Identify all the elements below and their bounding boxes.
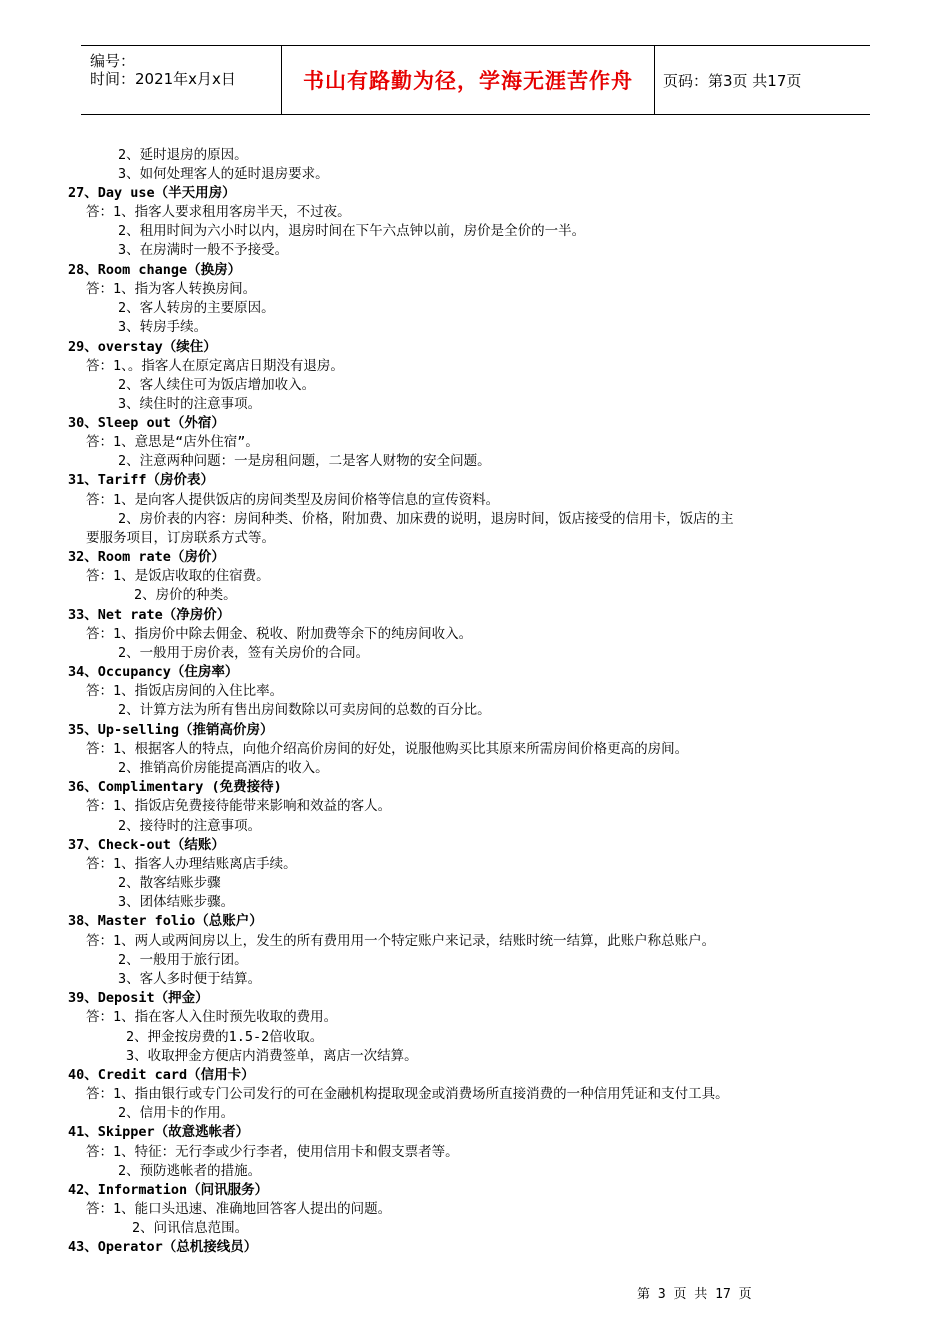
answer-line: 要服务项目，订房联系方式等。 (86, 530, 275, 546)
question-heading: 34、Occupancy（住房率） (68, 664, 239, 680)
answer-line: 2、一般用于房价表，签有关房价的合同。 (118, 645, 370, 661)
question-heading: 35、Up-selling（推销高价房） (68, 722, 274, 738)
question-heading: 40、Credit card（信用卡） (68, 1067, 255, 1083)
header-motto: 书山有路勤为径，学海无涯苦作舟 (303, 68, 633, 93)
answer-line: 3、收取押金方便店内消费签单，离店一次结算。 (126, 1048, 418, 1064)
header-meta (81, 46, 281, 114)
question-heading: 33、Net rate（净房价） (68, 607, 231, 623)
answer-line: 2、接待时的注意事项。 (118, 818, 262, 834)
answer-line: 2、预防逃帐者的措施。 (118, 1163, 262, 1179)
answer-line: 2、租用时间为六小时以内，退房时间在下午六点钟以前，房价是全价的一半。 (118, 223, 586, 239)
answer-line: 2、房价表的内容：房间种类、价格，附加费、加床费的说明，退房时间，饭店接受的信用卡，饭店的主 (118, 511, 734, 527)
answer-line: 2、押金按房费的1.5-2倍收取。 (126, 1029, 324, 1045)
question-heading: 28、Room change（换房） (68, 262, 242, 278)
header-divider (654, 46, 655, 114)
answer-line: 2、计算方法为所有售出房间数除以可卖房间的总数的百分比。 (118, 702, 491, 718)
answer-line: 答：1、指饭店房间的入住比率。 (86, 683, 284, 699)
answer-line: 答：1、指为客人转换房间。 (86, 281, 257, 297)
question-heading: 43、Operator（总机接线员） (68, 1239, 258, 1255)
question-heading: 32、Room rate（房价） (68, 549, 225, 565)
answer-line: 3、续住时的注意事项。 (118, 396, 262, 412)
answer-line: 2、客人转房的主要原因。 (118, 300, 275, 316)
answer-line: 答：1、两人或两间房以上，发生的所有费用用一个特定账户来记录，结账时统一结算，此账户称总账户。 (86, 933, 716, 949)
page-header (81, 45, 870, 115)
answer-line: 答：1、指饭店免费接待能带来影响和效益的客人。 (86, 798, 392, 814)
answer-line: 答：1、根据客人的特点，向他介绍高价房间的好处，说服他购买比其原来所需房间价格更高的房间。 (86, 741, 689, 757)
answer-line: 答：1、是向客人提供饭店的房间类型及房间价格等信息的宣传资料。 (86, 492, 500, 508)
time-label: 时间：2021年x月x日 (90, 70, 236, 88)
answer-line: 答：1、指在客人入住时预先收取的费用。 (86, 1009, 338, 1025)
answer-line: 答：1、是饭店收取的住宿费。 (86, 568, 270, 584)
question-heading: 42、Information（问讯服务） (68, 1182, 269, 1198)
answer-line: 2、散客结账步骤 (118, 875, 221, 891)
page-footer: 第 3 页 共 17 页 (637, 1287, 752, 1302)
question-heading: 31、Tariff（房价表） (68, 472, 215, 488)
answer-line: 3、在房满时一般不予接受。 (118, 242, 289, 258)
answer-line: 3、转房手续。 (118, 319, 208, 335)
question-heading: 39、Deposit（押金） (68, 990, 209, 1006)
answer-line: 2、客人续住可为饭店增加收入。 (118, 377, 316, 393)
question-heading: 29、overstay（续住） (68, 339, 217, 355)
answer-line: 2、问讯信息范围。 (132, 1220, 249, 1236)
question-heading: 36、Complimentary (免费接待) (68, 779, 282, 795)
question-heading: 30、Sleep out（外宿） (68, 415, 225, 431)
answer-line: 答：1、指由银行或专门公司发行的可在金融机构提取现金或消费场所直接消费的一种信用凭证和支付工具。 (86, 1086, 729, 1102)
question-heading: 41、Skipper（故意逃帐者） (68, 1124, 250, 1140)
answer-line: 2、信用卡的作用。 (118, 1105, 235, 1121)
answer-line: 3、团体结账步骤。 (118, 894, 235, 910)
answer-line: 2、延时退房的原因。 (118, 147, 248, 163)
answer-line: 答：1、指房价中除去佣金、税收、附加费等余下的纯房间收入。 (86, 626, 473, 642)
answer-line: 2、推销高价房能提高酒店的收入。 (118, 760, 329, 776)
answer-line: 答：1、意思是“店外住宿”。 (86, 434, 259, 450)
answer-line: 答：1、指客人要求租用客房半天，不过夜。 (86, 204, 351, 220)
question-heading: 38、Master folio（总账户） (68, 913, 263, 929)
answer-line: 2、房价的种类。 (134, 587, 237, 603)
answer-line: 3、客人多时便于结算。 (118, 971, 262, 987)
question-heading: 27、Day use（半天用房） (68, 185, 236, 201)
answer-line: 答：1、。指客人在原定离店日期没有退房。 (86, 358, 344, 374)
header-page-info: 页码：第3页 共17页 (663, 72, 802, 90)
answer-line: 2、一般用于旅行团。 (118, 952, 248, 968)
answer-line: 3、如何处理客人的延时退房要求。 (118, 166, 329, 182)
serial-label: 编号： (90, 52, 136, 70)
answer-line: 答：1、指客人办理结账离店手续。 (86, 856, 297, 872)
answer-line: 答：1、特征：无行李或少行李者，使用信用卡和假支票者等。 (86, 1144, 459, 1160)
answer-line: 答：1、能口头迅速、准确地回答客人提出的问题。 (86, 1201, 392, 1217)
answer-line: 2、注意两种问题：一是房租问题，二是客人财物的安全问题。 (118, 453, 491, 469)
question-heading: 37、Check-out（结账） (68, 837, 225, 853)
